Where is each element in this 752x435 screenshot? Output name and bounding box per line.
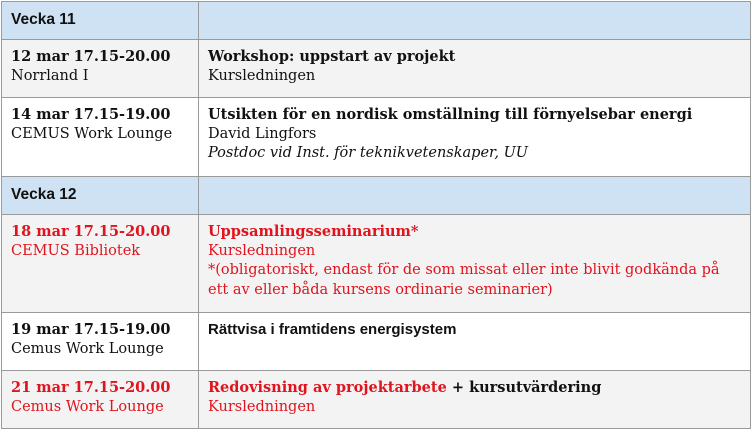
session-date: 19 mar 17.15-19.00 xyxy=(11,321,171,338)
week-header-empty-cell xyxy=(199,2,751,40)
date-place-cell xyxy=(2,371,199,429)
schedule-row xyxy=(2,215,751,313)
schedule-table xyxy=(1,1,751,429)
session-details-cell xyxy=(199,371,751,429)
session-date: 21 mar 17.15-20.00 xyxy=(11,379,171,396)
session-leader: Kursledningen xyxy=(208,398,316,415)
date-place-cell xyxy=(2,313,199,371)
week-label: Vecka 12 xyxy=(2,177,199,215)
session-title: Utsikten för en nordisk omställning till förnyelsebar energi xyxy=(208,106,693,123)
session-leader: Kursledningen xyxy=(208,67,316,84)
session-details-cell xyxy=(199,215,751,313)
session-details-cell xyxy=(199,98,751,177)
schedule-row xyxy=(2,313,751,371)
session-title: Rättvisa i framtidens energisystem xyxy=(208,321,457,338)
schedule-row xyxy=(2,98,751,177)
session-title: Workshop: uppstart av projekt xyxy=(208,48,456,65)
session-date: 18 mar 17.15-20.00 xyxy=(11,223,171,240)
schedule-row xyxy=(2,371,751,429)
session-speaker: David Lingfors xyxy=(208,125,317,142)
session-note: *(obligatoriskt, endast för de som missat eller inte blivit godkända på ett av eller båda kursens ordinarie seminarier) xyxy=(208,262,720,298)
week-header-row xyxy=(2,2,751,40)
week-label: Vecka 11 xyxy=(2,2,199,40)
session-title-highlight: Redovisning av projektarbete xyxy=(208,379,447,396)
session-place: Norrland I xyxy=(11,67,89,84)
schedule-row xyxy=(2,40,751,98)
session-title: Uppsamlingsseminarium* xyxy=(208,223,419,240)
session-title xyxy=(208,378,741,398)
session-place: Cemus Work Lounge xyxy=(11,398,164,415)
date-place-cell xyxy=(2,40,199,98)
session-details-cell xyxy=(199,313,751,371)
session-place: CEMUS Work Lounge xyxy=(11,125,173,142)
session-title-suffix: + kursutvärdering xyxy=(446,379,602,396)
week-header-row xyxy=(2,177,751,215)
date-place-cell xyxy=(2,98,199,177)
session-place: Cemus Work Lounge xyxy=(11,340,164,357)
session-date: 14 mar 17.15-19.00 xyxy=(11,106,171,123)
date-place-cell xyxy=(2,215,199,313)
week-header-empty-cell xyxy=(199,177,751,215)
session-date: 12 mar 17.15-20.00 xyxy=(11,48,171,65)
session-leader: Kursledningen xyxy=(208,242,316,259)
session-place: CEMUS Bibliotek xyxy=(11,242,141,259)
speaker-affiliation: Postdoc vid Inst. för teknikvetenskaper, UU xyxy=(208,145,529,161)
session-details-cell xyxy=(199,40,751,98)
